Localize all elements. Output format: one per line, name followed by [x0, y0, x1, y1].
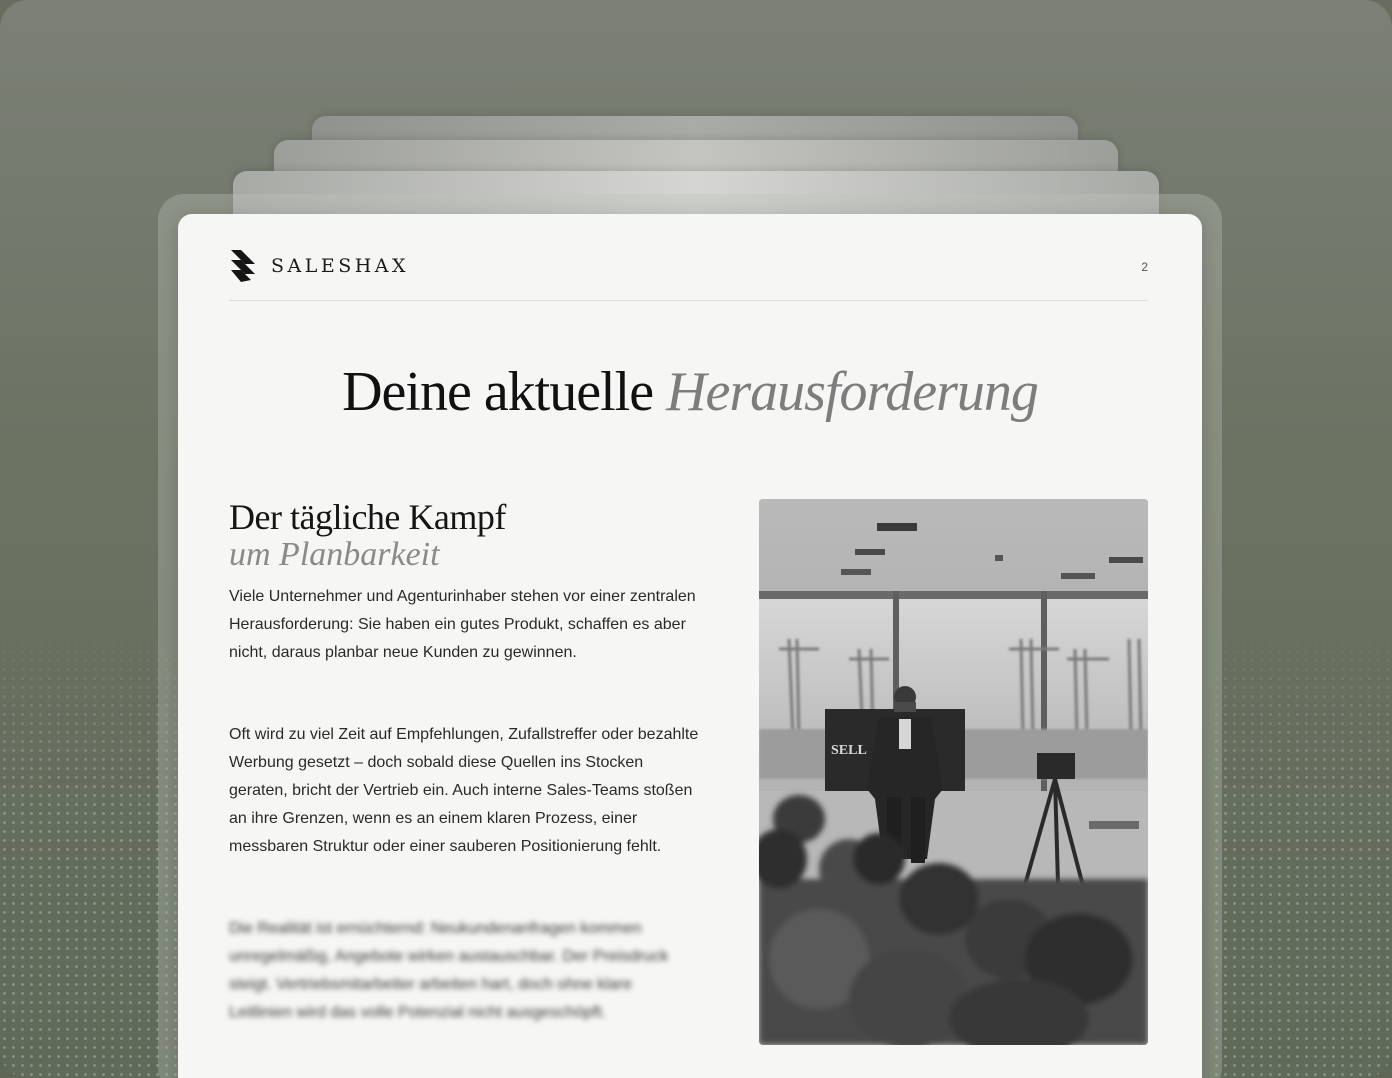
saleshax-logo-icon: [229, 248, 259, 284]
dot-pattern-left: [0, 620, 180, 1078]
section-subtitle: um Planbarkeit: [229, 536, 440, 573]
page-title-main: Deine aktuelle: [342, 361, 654, 423]
screen-text: SELL: [831, 743, 867, 758]
page-number: 2: [1141, 260, 1148, 274]
speaker-photo-illustration: [759, 499, 1148, 1045]
document-page: [178, 214, 1202, 1078]
page-header: [229, 248, 1148, 301]
page-title: [178, 360, 1202, 424]
paragraph-intro: Viele Unternehmer und Agenturinhaber stehen vor einer zentralen Herausforderung: Sie haben ein gutes Produkt, schaffen es aber nicht, daraus planbar neue Kunden zu gewinnen.: [229, 588, 696, 661]
paragraph-reality: Die Realität ist ernüchternd: Neukundenanfragen kommen unregelmäßig, Angebote wirken austauschbar. Der Preisdruck steigt. Vertriebsmitarbeiter arbeiten hart, doch ohne klare Leitlinien wird das volle Potenzial nicht ausgeschöpft.: [229, 920, 669, 1021]
brand-logo[interactable]: [229, 248, 409, 284]
section-title: Der tägliche Kampf: [229, 497, 506, 537]
page-title-emphasis: Herausforderung: [666, 361, 1038, 423]
dot-pattern-right: [1212, 620, 1392, 1078]
paragraph-problem: Oft wird zu viel Zeit auf Empfehlungen, Zufallstreffer oder bezahlte Werbung gesetzt – doch sobald diese Quellen ins Stocken geraten, bricht der Vertrieb ein. Auch interne Sales-Teams stoßen an ihre Grenzen, wenn es an einem klaren Prozess, einer messbaren Struktur oder einer sauberen Positionierung fehlt.: [229, 726, 699, 855]
brand-name: SALESHAX: [271, 255, 410, 277]
speaker-photo: [759, 499, 1148, 1045]
